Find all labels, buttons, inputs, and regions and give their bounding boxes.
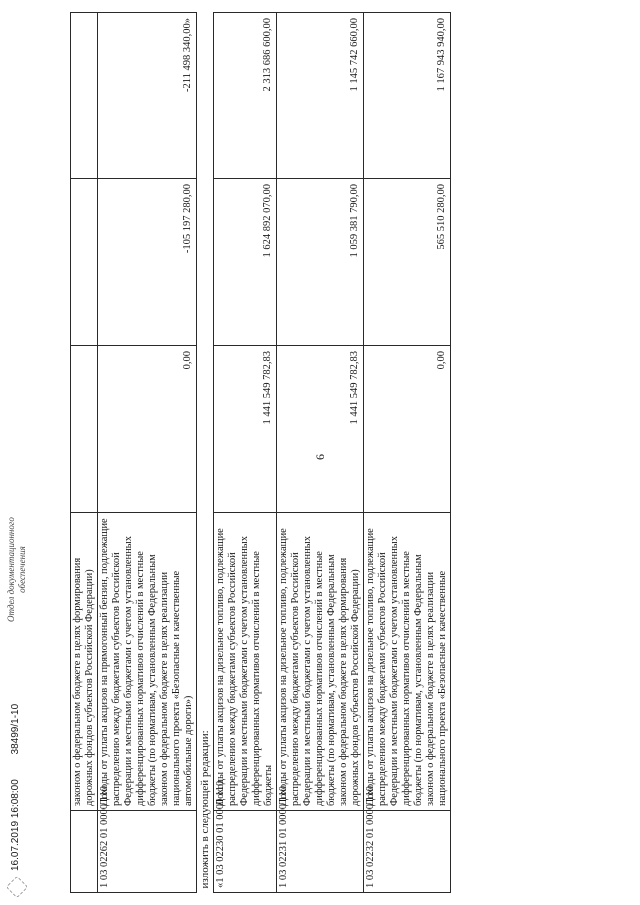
registration-number: 38499/1-10: [10, 703, 21, 755]
amount-2021: [71, 13, 98, 179]
amount-2019: 1 441 549 782,83: [277, 346, 364, 513]
table-row: [71, 13, 98, 893]
row-description: Доходы от уплаты акцизов на прямогонный бензин, подлежащие распределению между бюджетами субъектов Российской Федерации и местными бюджетами с учетом установленных дифференцированных нормативов отчислений в местные бюджеты (по нормативам, установленным Федеральным законом о федеральном бюджете в целях реализации национального проекта «Безопасные и качественные автомобильные дороги»): [98, 513, 197, 811]
row-description: законом о федеральном бюджете в целях формирования дорожных фондов субъектов Российской Федерации): [71, 513, 98, 811]
row-description: Доходы от уплаты акцизов на дизельное топливо, подлежащие распределению между бюджетами субъектов Российской Федерации и местными бюджетами с учетом установленных дифференцированных нормативов отчислений в местные бюджеты (по нормативам, установленным Федеральным законом о федеральном бюджете в целях реализации национального проекта «Безопасные и качественные: [364, 513, 451, 811]
kbk-code: 1 03 02232 01 0000 110: [364, 811, 451, 893]
amount-2021: 1 145 742 660,00: [277, 13, 364, 179]
edit-instruction: изложить в следующей редакции:: [197, 13, 214, 893]
table-note-row: [197, 13, 214, 893]
amount-2020: 1 059 381 790,00: [277, 179, 364, 346]
table-row: [214, 13, 277, 893]
stamp-icon: [6, 876, 29, 899]
amount-2021: 1 167 943 940,00: [364, 13, 451, 179]
budget-table: [70, 12, 451, 893]
department-line: обеспечения: [17, 546, 27, 593]
footer-registration: [10, 682, 21, 871]
page-number: 6: [313, 453, 327, 460]
kbk-code: [71, 811, 98, 893]
amount-2019: 0,00: [364, 346, 451, 513]
row-description: Доходы от уплаты акцизов на дизельное топливо, подлежащие распределению между бюджетами субъектов Российской Федерации и местными бюджетами с учетом установленных дифференцированных нормативов отчислений в местные бюджеты (по нормативам, установленным Федеральным законом о федеральном бюджете в целях формирования дорожных фондов субъектов Российской Федерации): [277, 513, 364, 811]
amount-2020: -105 197 280,00: [98, 179, 197, 346]
kbk-code: 1 03 02262 01 0000 110: [98, 811, 197, 893]
row-description: Доходы от уплаты акцизов на дизельное топливо, подлежащие распределению между бюджетами субъектов Российской Федерации и местными бюджетами с учетом установленных дифференцированных нормативов отчислений в местные бюджеты: [214, 513, 277, 811]
kbk-code: 1 03 02231 01 0000 110: [277, 811, 364, 893]
table-row: [364, 13, 451, 893]
amount-2019: 1 441 549 782,83: [214, 346, 277, 513]
amount-2019: 0,00: [98, 346, 197, 513]
amount-2021: 2 313 686 600,00: [214, 13, 277, 179]
amount-2020: [71, 179, 98, 346]
amount-2019: [71, 346, 98, 513]
registration-date: 16.07.2019 16:08:00: [10, 779, 21, 871]
amount-2021: -211 498 340,00»: [98, 13, 197, 179]
table-row: [98, 13, 197, 893]
kbk-code: «1 03 02230 01 0000 110: [214, 811, 277, 893]
department-stamp: [6, 517, 28, 622]
amount-2020: 565 510 280,00: [364, 179, 451, 346]
amount-2020: 1 624 892 070,00: [214, 179, 277, 346]
table-row: [277, 13, 364, 893]
department-line: Отдел документационного: [6, 517, 16, 622]
